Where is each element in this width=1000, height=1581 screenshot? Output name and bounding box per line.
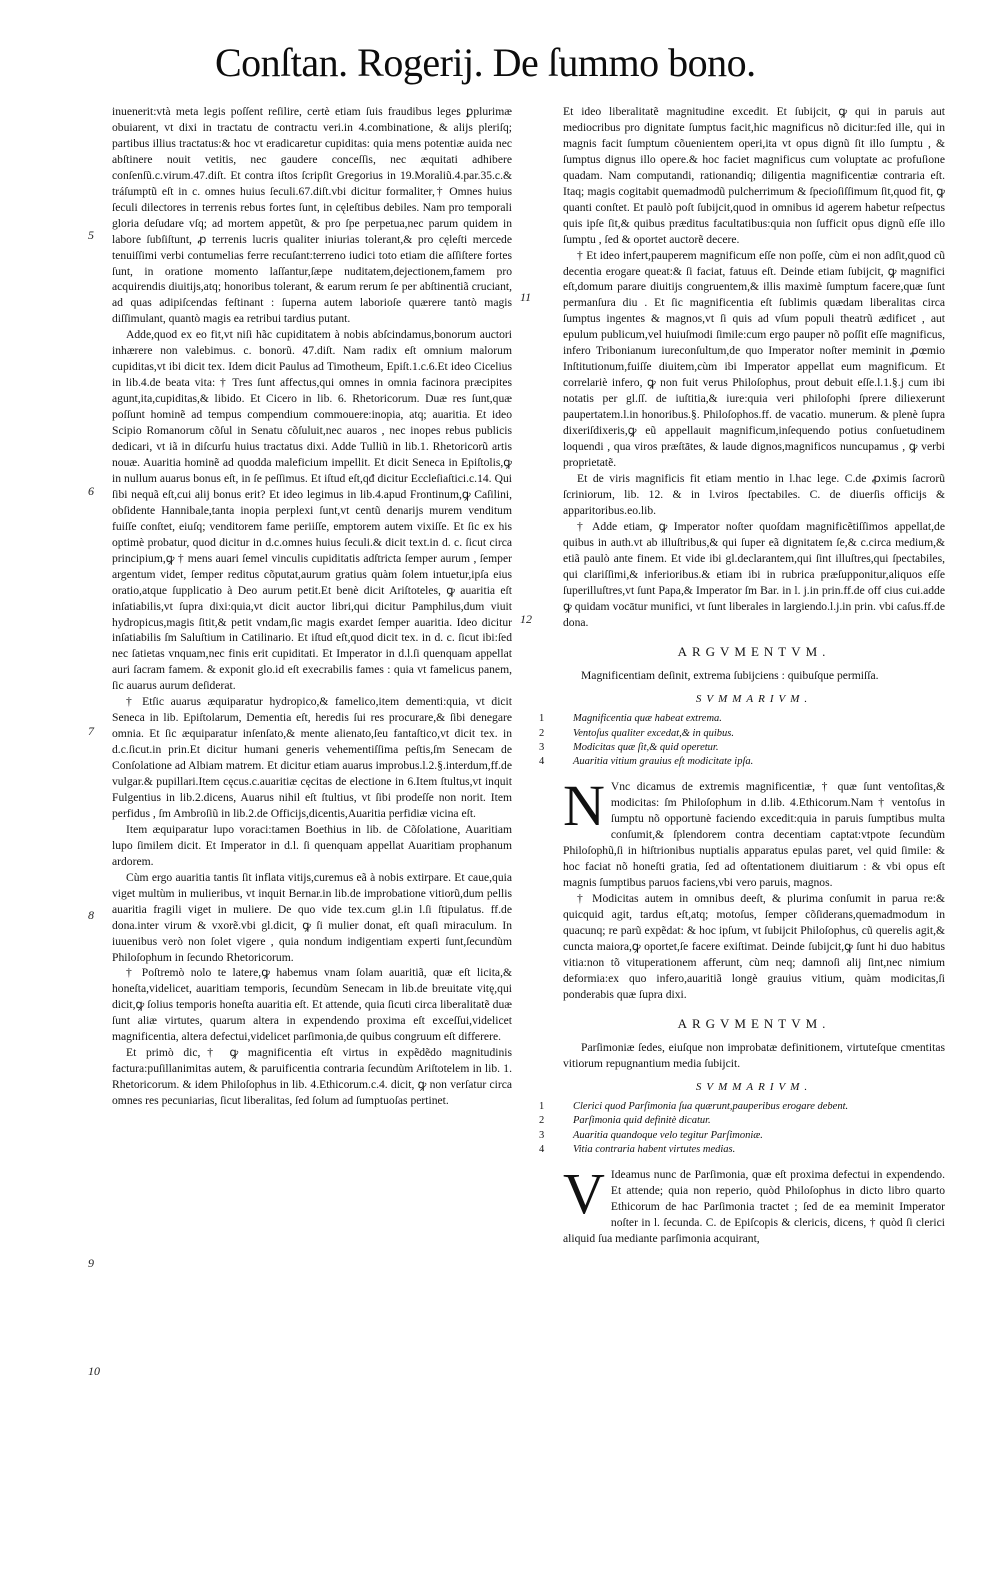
argumentum-text: Parſimoniæ ſedes, eiuſque non improbatæ definitionem, virtuteſque cmentitas vitiorum repugnantium media ſubijcit. [563,1041,945,1071]
left-paragraph-1: inuenerit:vtà meta legis poſſent reſilire, certè etiam ſuis fraudibus leges ꝑplurimæ obuiarent, vt dixi in tractatu de contractu veri.in 4.combinatione, & alijs pleriſq; partibus illius tractatus:& hoc vt eradicaretur cupiditas: quia mens potentiæ auida nec abſtinere nouit vetitis, nec gaudere conceſſis, nec æquitati adhibere conſenſũ.c.virum.47.diſt. Et contra iſtos ſcripſit Gregorius in 19.Moraliũ.4.par.35.c.& tráſumptũ eſt in c. omnes huius ſeculi.67.diſt.vbi dicitur formaliter,† Omnes huius ſeculi dilectores in terrenis rebus fortes ſunt, in cęleſtibus debiles. Nam pro temporali gloria deſudare vſq; ad mortem appetũt, & pro ſpe perpetua,nec parum quidem in labore ſubſiſtunt, ꝓ terrenis lucris qualiter iniurias tolerant,& pro cęleſti mercede tenuiſſimi verbi contumelias ferre recuſant:terreno iudici toto etiam die aſſiſtere fortes ſunt, in oratione momento laſſantur,ſæpe nuditatem,dejectionem,famem pro acquirendis diuitijs,atq; honoribus tolerant, & earum rerum ſe per abſtinentiã cruciant, ad quas adipiſcendas feſtinant : ſuperna autem laborioſe quærere tantò magis diſſimulant, quantò magis ea retribui tardius putant. [112,105,512,326]
right-paragraph-1: Et ideo liberalitatẽ magnitudine excedit. Et ſubijcit, ꝙ qui in paruis aut mediocribus pro dignitate ſumptus facit,hic magnificus nõ dicitur:ſed ille, qui in magnis facit ſumptum cõuenientem operi,ita vt opus dignũ ſit illo ſumptu , & ſumptus dignus illo opere.& hoc faciet magnificus cum voluptate ac profuſione quadam. Nam computandi, rationandiq; diligentia magnificentiæ contraria eſt. Itaq; magis cogitabit quemadmodũ pulcherrimum & ſpecioſiſſimum ſit,quod fit, ꝙ quanti conſtet. Et paulò poſt ſubijcit,quod in omnibus id agerem habetur reſpectus quis ipſe ſit,& quibus præditus facultatibus:quia non ſufficit opus dignũ eſſe illo ſumptu , ſed & oportet auctorẽ decere. [563,105,945,246]
left-paragraph-6: † Poſtremò nolo te latere,ꝙ habemus vnam ſolam auaritiã, quæ eſt licita,& honeſta,videlicet, auaritiam temporis, ſecundùm Senecam in lib.de breuitate vitę,qui dicit,ꝙ ſolius temporis honeſta auaritia eſt. Et attende, quia ſicuti circa liberalitatẽ duæ ſunt aliæ virtutes, quarum altera in expendendo proxima eſt exceſſui,videlicet magnificentia, altera defectui,videlicet parſimonia,de quibus congruum eſt differere. [112,966,512,1044]
margin-number: 5 [88,228,94,242]
summarium-heading: SVMMARIVM. [695,1081,813,1094]
summarium-item: 2 Ventoſus qualiter excedat,& in quibus. [539,727,734,739]
summarium-heading: SVMMARIVM. [695,693,813,706]
summarium-list [539,712,945,769]
left-paragraph-3: † Etſic auarus æquiparatur hydropico,& famelico,item dementi:quia, vt dicit Seneca in lib. Epiſtolarum, Dementia eſt, heredis ſui res procurare,& ſibi denegare omnia. Et ſic æquiparatur inſenſato,& mente alienato,ſeu fantaſtico,vt dicit tex. in d.c.ſicut.in prin.Et dicitur humani generis vehementiſſima peſtis,ſm Senecam de Conſolatione ad Albiam matrem. Et dicitur etiam auarus improbus.l.2.§.interdum,ff.de vulgar.& pupillari.Item cęcus.c.auaritiæ cęcitas de electione in 6.Item ſtultus,vt inquit Fulgentius in lib.2.dicens, Auarus nihil eſt ſtultius, vt ſibi prodeſſe non norit. Item perfidus , ſm Ambroſiũ in lib.2.de Officijs,dicentis,Auaritia perfidiæ vicina eſt. [112,695,512,820]
left-paragraph-4: Item æquiparatur lupo voraci:tamen Boethius in lib. de Cõſolatione, Auaritiam lupo ſimilem dicit. Et Imperator in d.l. ſi quenquam appellat Auaritiam prophanum ardorem. [112,822,512,868]
left-paragraph-2: Adde,quod ex eo fit,vt niſi hãc cupiditatem à nobis abſcindamus,bonorum auctori inhærere non valebimus. c. bonorũ. 47.diſt. Nam radix eſt omnium malorum cupiditas,vt ibi dicit tex. Idem dicit Paulus ad Timotheum, Epiſt.1.c.6.Et ideo Cicelius in lib.4.de beata vita: † Tres ſunt affectus,qui omnes in omnia facinora præcipites agunt,ita,cupiditas,& libido. Et Cicero in lib. 6. Rhetoricorum. Duæ res ſunt,quæ poſſunt hominẽ ad tempus compendium commouere:inopia, atq; auaritia. Et ideo Scipio Romanorum cõſul in Senatu cõſuluit,nec auaros , nec inopes rebus publicis dedicari, vt iã in diſcurſu huius tractatus dixi. Adde Tulliũ in lib.1. Rhetoricorũ artis nouæ. Auaritia hominẽ ad quodda maleficium impellit. Et dicit Seneca in Epiſtolis,ꝙ in nullum auarus bonus eſt, in ſe peſſimus. Et iſtud eſt,qđ dicitur Eccleſiaſtici.c.14. Qui ſibi nequã eſt,cui alij bonus erit? Et ideo legimus in lib.4.apud Frontinum,ꝙ Caſilini, obſidente Hannibale,tanta inopia perplexi ſunt,vt centũ denarijs murem venditum fuiſſe conſtet, eiuſq; venditorem fame periiſſe, emptorem autem vixiſſe. Et ſic ex his optimè probatur, quod dicitur in d.c.omnes huius ſeculi.& dicit text.in d. c. ſicut circa principium,ꝙ † mens auari ſemel vinculis cupiditatis adſtricta ſemper aurum , ſemper argentum videt, ſemper reditus cõputat,aurum gratius quàm ſolem intuetur,ipſa eius oratio,atque ſupplicatio à Deo aurum petit.Et benè dicit Ariſtoteles, ꝙ auaritia eſt inſatiabilis,vt ſupra dixi:quia,vt dicit auctor libri,qui dicitur Pamphilus,dum viuit hydropicus,magis ſitit,& petit vndam,ſic magis exardet ſemper auaritia. Ideo dicitur inſatiabilis ſm Saluſtium in Catilinario. Et iſtud eſt,quod dicit tex. in d. c. ſicut ibi:ſed nec ſatietas vnquam,nec finis erit cupiditati. Et Imperator in d.l.ſi quenquam appellat auri ſacram famem. & exponit glo.id eſt execrabilis fames : quia vt famelicus panem, ſic auarus aurum deſiderat. [112,328,512,693]
summarium-item: 4 Auaritia vitium grauius eſt modicitate ipſa. [539,755,754,767]
running-title: Conſtan. Rogerij. De ſummo bono. [215,40,756,85]
section-body [563,773,945,1002]
right-paragraph-4: † Adde etiam, ꝙ Imperator noſter quoſdam magnificẽtiſſimos appellat,de quibus in auth.vt ab illuſtribus,& qui ſuper eã dignitatem ſe,& c.circa medium,& etiã paulò ante finem. Et vide ibi gl.declarantem,qui ſint illuſtres,qui ſpectabiles, qui clariſſimi,& inferioribus.& etiam ibi in rubrica præſupponitur,aliquos eſſe ſuperilluſtres,vt ſunt Papa,& Imperator ſm Bar. in l. j.in prin.ff.de off cius cui.adde ꝙ quidam vocātur munifici, vt ſunt liberales in largiendo.l.j.in prin. vbi caſus.ff.de dona. [563,519,945,629]
summarium-item: 3 Auaritia quandoque velo tegitur Parſimoniæ. [539,1129,763,1141]
margin-number: 6 [88,484,94,498]
left-paragraph-5: Cùm ergo auaritia tantis ſit inflata vitijs,curemus eã à nobis extirpare. Et caue,quia viget multùm in mulieribus, vt inquit Bernar.in lib.de improbatione vitiorũ,dum pellis auaritia fragili viget in muliere. De quo vide tex.cum gl.in l.ſi ſtipulatus. ff.de dona.inter virum & vxorẽ.vbi gl.dicit, ꝙ ſi mulier donat, eſt quaſi miraculum. In iuuenibus verò non ſolet vigere , quia nondum indigentiam experti ſunt,ſecundùm Philoſophum in ſecundo Rhetoricorum. [112,870,512,964]
summarium-item: 2 Parſimonia quid definitè dicatur. [539,1115,711,1127]
summarium-item: 3 Modicitas quæ ſit,& quid operetur. [539,741,719,753]
section-body [563,1161,945,1247]
summarium-item: 1 Clerici quod Parſimonia ſua quærunt,pauperibus erogare debent. [539,1101,849,1113]
margin-number: 11 [520,290,532,304]
drop-cap: N [563,773,605,839]
summarium-item: 4 Vitia contraria habent virtutes medias. [539,1143,736,1155]
margin-number: 10 [88,1364,100,1378]
margin-number: 8 [88,908,94,922]
section-paragraph: Ideamus nunc de Parſimonia, quæ eſt proxima defectui in expendendo. Et attende; quia non reperio, quòd Philoſophus in dicto libro quarto Ethicorum de hac Parſimonia tractet ; ſed de ea meminit Imperator noſter in l. ſecunda. C. de Epiſcopis & clericis, dicens, † quòd ſi clerici aliquid ſua mediante parſimonia acquirant, [563,1168,945,1245]
margin-number: 9 [88,1256,94,1270]
argumentum-text: Magnificentiam deſinit, extrema ſubijciens : quibuſque permiſſa. [581,669,879,683]
margin-number: 7 [88,724,94,738]
left-paragraph-7: Et primò dic,† ꝙ magnificentia eſt virtus in expẽdẽdo magnitudinis factura:puſillanimitas autem, & paruificentia contraria ſecundùm Ariſtotelem in lib. 1. Rhetoricorum. & idem Philoſophus in lib. 4.Ethicorum.c.4. dicit, ꝙ non verſatur circa omnes res pecuniarias, ſicut liberalitas, ſed ſolum ad ſumptuoſas pertinet. [112,1046,512,1108]
section-paragraph: † Modicitas autem in omnibus deeſt, & plurima conſumit in parua re:& quicquid agit, tardus eſt,atq; motoſus, ſemper cõſiderans,quemadmodum in quacunq; re parũ expẽdat: & hoc ipſum, vt ſubijcit Philoſophus, cũ querelis agit,& cuncta maiora,ꝙ oportet,ſe facere exiſtimat. Deinde ſubijcit,ꝙ ſunt hi duo habitus vitia:non tõ vituperationem afferunt, cùm neq; damnoſi alij ſint,nec nimium deformia:ex quo infero,auaritiã longè grauius vitium, quàm modicitas,ſi ponderabis quæ ſupra dixi. [563,891,945,1001]
argumentum-heading: ARGVMENTVM. [677,1016,831,1032]
section-paragraph: Vnc dicamus de extremis magnificentiæ, † quæ ſunt ventoſitas,& modicitas: ſm Philoſophum in d.lib. 4.Ethicorum.Nam † ventoſus in ſumptu nõ opportunè faciendo excedit:quia in paruis ſumptibus multa conſumit,& ſplendorem contra decentiam captat:vtpote ſecundùm Philoſophũ,ſi in hiſtrionibus nuptialis apparatus epulas paret, vel quid ſimile: & hoc faciat nõ honeſti gratia, ſed ad oſtentationem diuitiarum : & vbi opus eſt magnis ſumptibus paruos faciens,vbi vero paruis, magnos. [563,780,945,889]
drop-cap: V [563,1161,605,1227]
right-paragraph-2: † Et ideo infert,pauperem magnificum eſſe non poſſe, cùm ei non adſit,quod cũ decentia erogare queat:& ſi faciat, fatuus eſt. Deinde etiam ſubijcit, ꝙ magnifici eſt,domum parare diuitijs congruentem,& illis maximè ſumptum facere,quæ ſunt permanſura diu . Et ſic magnificentia eſt ſublimis quædam liberalitas circa ſumptus ingentes & magnos,vt ſi quis ad vſum populi theatrũ ædificet , aut epulum publicum,vel huiuſmodi ſimile:cum ergo pauper nõ poſſit eſſe magnificus, infero Tribonianum iureconſultum,de quo Imperator noſter meminit in ꝓœmio Inſtitutionum,fuiſſe diuitem,cùm ibi Imperator appellat eum magnificum. Et correlariè infero, ꝙ non fuit verus Philoſophus, prout debuit eſſe.l.1.§.j cum ibi notatis per gl.ſſ. de iuſtitia,& iure:quia veri philoſophi ſprere diliexerunt paupertatem.l.in honoribus.§. Philoſophos.ff. de vacatio. munerum. & plenè ſupra dixeriſdixeris,ꝙ eũ appellauit magnificum,inſequendo potius conſuetudinem loquendi , qua viros præſtātes, & laude dignos,magnificos nuncupamus , ꝙ verbi proprietatẽ. [563,248,945,469]
summarium-list [539,1100,945,1157]
summarium-item: 1 Magnificentia quæ habeat extrema. [539,713,722,725]
right-column [539,104,945,1247]
argumentum-heading: ARGVMENTVM. [677,644,831,660]
left-column [112,104,512,1109]
margin-number: 12 [520,612,532,626]
right-paragraph-3: Et de viris magnificis fit etiam mentio in l.hac lege. C.de ꝓximis ſacrorũ ſcriniorum, lib. 12. & in l.viros ſpectabiles. C. de diuerſis officijs & apparitoribus.eo.lib. [563,471,945,517]
